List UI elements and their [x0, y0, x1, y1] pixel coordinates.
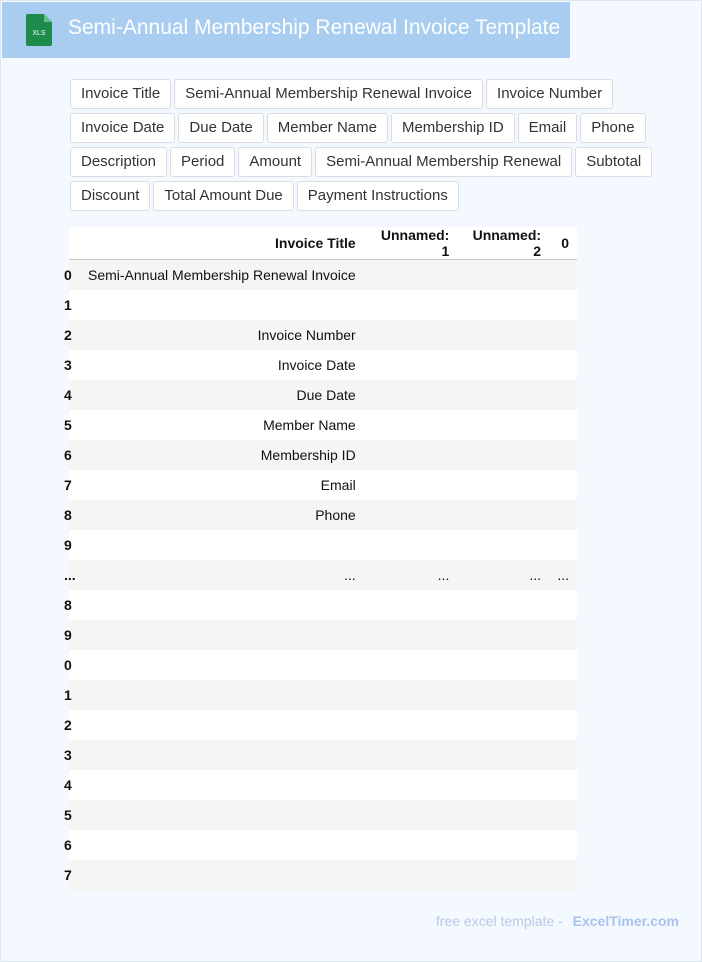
table-cell: Email [76, 470, 364, 500]
table-cell [364, 440, 458, 470]
table-cell [549, 260, 577, 291]
table-cell [76, 650, 364, 680]
row-index: 2 [69, 710, 76, 740]
table-cell [76, 800, 364, 830]
field-tag[interactable]: Period [170, 147, 235, 177]
table-cell [457, 350, 549, 380]
table-cell [549, 680, 577, 710]
table-cell [457, 710, 549, 740]
row-index: 0 [69, 260, 76, 291]
field-tag-list [70, 79, 660, 211]
table-row [69, 470, 577, 500]
table-cell [364, 410, 458, 440]
table-body [64, 260, 577, 891]
table-cell [549, 740, 577, 770]
xls-file-icon [26, 14, 52, 46]
row-index: 4 [69, 770, 76, 800]
table-cell [549, 320, 577, 350]
field-tag[interactable]: Semi-Annual Membership Renewal Invoice [174, 79, 483, 109]
table-cell [364, 260, 458, 291]
table-cell [457, 770, 549, 800]
table-cell: Member Name [76, 410, 364, 440]
field-tag[interactable]: Payment Instructions [297, 181, 459, 211]
field-tag[interactable]: Invoice Title [70, 79, 171, 109]
table-row [69, 740, 577, 770]
table-cell [549, 620, 577, 650]
field-tag[interactable]: Semi-Annual Membership Renewal [315, 147, 572, 177]
table-row [69, 320, 577, 350]
field-tag[interactable]: Due Date [178, 113, 263, 143]
table-cell [457, 860, 549, 890]
table-cell [457, 500, 549, 530]
table-row [69, 800, 577, 830]
table-cell [457, 740, 549, 770]
row-index: ... [69, 560, 76, 590]
table-cell [364, 590, 458, 620]
table-cell [549, 590, 577, 620]
table-cell [457, 410, 549, 440]
table-cell: Invoice Date [76, 350, 364, 380]
row-index: 8 [69, 590, 76, 620]
field-tag[interactable]: Invoice Date [70, 113, 175, 143]
table-cell [549, 410, 577, 440]
table-cell: Invoice Number [76, 320, 364, 350]
table-row [69, 770, 577, 800]
column-header: 0 [549, 227, 577, 260]
column-header: Unnamed: 2 [457, 227, 549, 260]
table-cell [76, 710, 364, 740]
table-row [69, 680, 577, 710]
table-row [69, 830, 577, 860]
table-cell [457, 590, 549, 620]
table-cell [76, 530, 364, 560]
table-cell [549, 710, 577, 740]
table-cell [364, 380, 458, 410]
table-cell [364, 530, 458, 560]
table-cell [364, 290, 458, 320]
header-bar [2, 2, 570, 58]
table-cell [457, 380, 549, 410]
row-index: 2 [69, 320, 76, 350]
row-index: 1 [69, 290, 76, 320]
table-row [69, 710, 577, 740]
table-cell [364, 470, 458, 500]
table-cell: ... [457, 560, 549, 590]
table-cell [364, 500, 458, 530]
table-cell [364, 830, 458, 860]
table-cell [457, 320, 549, 350]
table-cell [549, 470, 577, 500]
table-cell: ... [364, 560, 458, 590]
table-cell [549, 650, 577, 680]
table-cell: Due Date [76, 380, 364, 410]
table-cell [364, 620, 458, 650]
field-tag[interactable]: Amount [238, 147, 312, 177]
table-cell: ... [76, 560, 364, 590]
table-cell [76, 740, 364, 770]
data-table-container [64, 227, 577, 890]
table-row [69, 860, 577, 890]
row-index: 0 [69, 650, 76, 680]
table-cell [549, 530, 577, 560]
table-cell: Membership ID [76, 440, 364, 470]
table-cell [549, 860, 577, 890]
table-cell [364, 770, 458, 800]
table-cell [364, 860, 458, 890]
table-cell [457, 440, 549, 470]
field-tag[interactable]: Member Name [267, 113, 388, 143]
row-index: 9 [69, 620, 76, 650]
field-tag[interactable]: Membership ID [391, 113, 515, 143]
table-cell [549, 800, 577, 830]
table-cell [364, 800, 458, 830]
table-cell [549, 770, 577, 800]
row-index: 7 [69, 860, 76, 890]
table-row [69, 560, 577, 590]
table-row [69, 620, 577, 650]
table-cell [457, 650, 549, 680]
table-cell [364, 680, 458, 710]
table-cell [76, 860, 364, 890]
table-cell [457, 470, 549, 500]
table-row [69, 380, 577, 410]
table-header-row [69, 227, 577, 260]
table-cell [76, 830, 364, 860]
table-cell [76, 590, 364, 620]
table-row [69, 500, 577, 530]
data-table [64, 227, 577, 890]
field-tag[interactable]: Discount [70, 181, 150, 211]
table-cell [76, 770, 364, 800]
table-row [69, 440, 577, 470]
field-tag[interactable]: Description [70, 147, 167, 177]
table-row [69, 590, 577, 620]
table-cell: ... [549, 560, 577, 590]
field-tag[interactable]: Phone [580, 113, 645, 143]
table-row [69, 410, 577, 440]
table-cell [549, 830, 577, 860]
row-index: 9 [69, 530, 76, 560]
table-cell [549, 350, 577, 380]
table-cell [457, 620, 549, 650]
row-index: 6 [69, 440, 76, 470]
field-tag[interactable]: Subtotal [575, 147, 652, 177]
table-cell [457, 830, 549, 860]
table-row [69, 650, 577, 680]
table-cell [76, 290, 364, 320]
table-cell [364, 650, 458, 680]
field-tag[interactable]: Invoice Number [486, 79, 613, 109]
table-cell [457, 290, 549, 320]
column-header [69, 227, 76, 260]
table-cell [457, 260, 549, 291]
table-cell [364, 710, 458, 740]
table-cell [457, 680, 549, 710]
row-index: 5 [69, 410, 76, 440]
field-tag[interactable]: Total Amount Due [153, 181, 293, 211]
table-cell [76, 620, 364, 650]
table-cell [457, 530, 549, 560]
column-header: Unnamed: 1 [364, 227, 458, 260]
row-index: 1 [69, 680, 76, 710]
table-cell [364, 350, 458, 380]
row-index: 5 [69, 800, 76, 830]
table-row [69, 350, 577, 380]
table-cell [549, 440, 577, 470]
table-cell [364, 740, 458, 770]
table-cell: Semi-Annual Membership Renewal Invoice [76, 260, 364, 291]
table-cell [457, 800, 549, 830]
row-index: 4 [69, 380, 76, 410]
table-cell: Phone [76, 500, 364, 530]
table-cell [549, 380, 577, 410]
row-index: 7 [69, 470, 76, 500]
footer-free-text: free excel template - [435, 913, 563, 929]
table-row [69, 260, 577, 291]
row-index: 6 [69, 830, 76, 860]
table-row [69, 290, 577, 320]
page-title: Semi-Annual Membership Renewal Invoice Template [68, 16, 561, 39]
row-index: 3 [69, 740, 76, 770]
table-cell [549, 290, 577, 320]
field-tag[interactable]: Email [518, 113, 578, 143]
table-cell [549, 500, 577, 530]
row-index: 8 [69, 500, 76, 530]
xls-icon-label: XLS [32, 30, 46, 37]
row-index: 3 [69, 350, 76, 380]
column-header: Invoice Title [76, 227, 364, 260]
table-cell [76, 680, 364, 710]
table-row [69, 530, 577, 560]
table-cell [364, 320, 458, 350]
footer-credit [436, 913, 679, 929]
footer-brand-link[interactable]: ExcelTimer.com [572, 913, 679, 929]
